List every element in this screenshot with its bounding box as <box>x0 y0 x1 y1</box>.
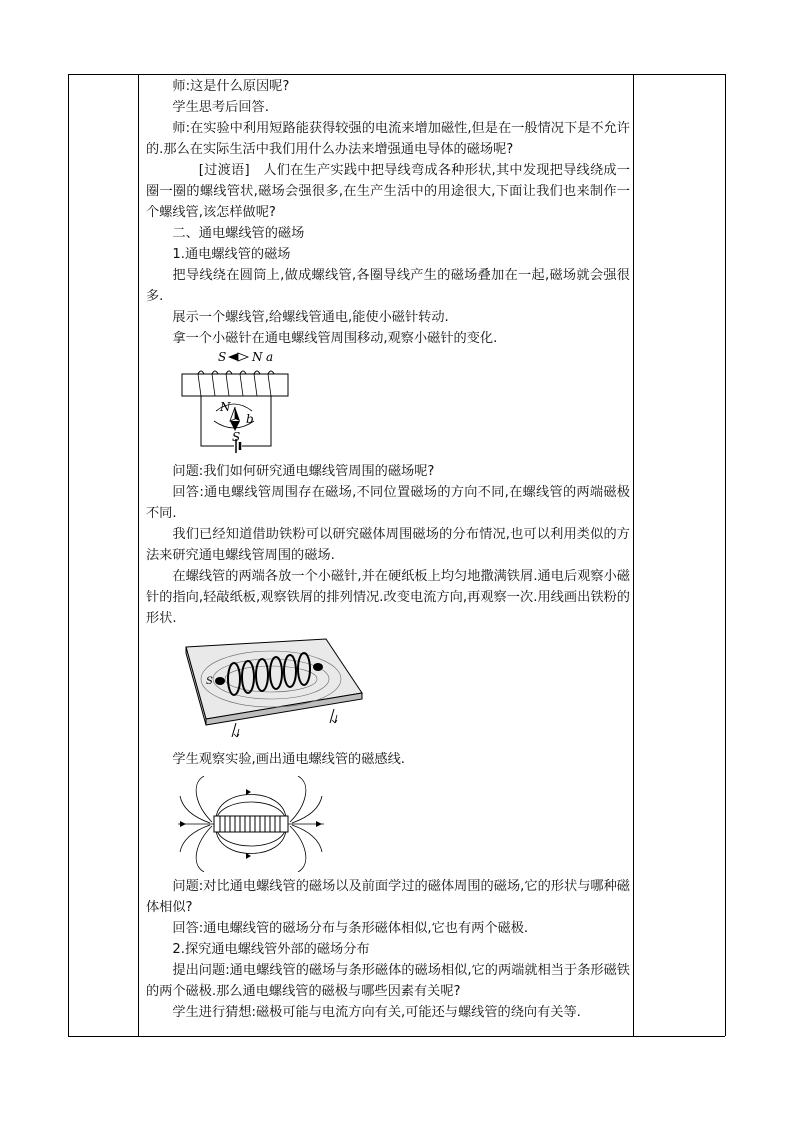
solenoid-compass-figure <box>180 349 630 461</box>
table-border-bottom <box>68 1036 725 1037</box>
table-border-top <box>68 74 725 75</box>
subsection-heading: 2.探究通电螺线管外部的磁场分布 <box>172 942 370 957</box>
compass-needle-top-light <box>238 353 248 361</box>
label-top-s: S <box>218 350 227 364</box>
text-line: 学生思考后回答. <box>172 100 269 115</box>
subsection-heading: 1.通电螺线管的磁场 <box>172 247 291 262</box>
text-line: 在螺线管的两端各放一个小磁针,并在硬纸板上均匀地撒满铁屑.通电后观察小磁针的指向,轻敲纸板,观察铁屑的排列情况.改变电流方向,再观察一次.用线画出铁粉的形状. <box>146 569 630 626</box>
answer-line: 回答:通电螺线管的磁场分布与条形磁体相似,它也有两个磁极. <box>172 921 529 936</box>
iron-filings-board-figure <box>176 637 630 749</box>
pole-label: S <box>206 676 213 687</box>
compass-needle-top-dark <box>228 353 238 361</box>
transition-paragraph: [过渡语] 人们在生产实践中把导线弯成各种形状,其中发现把导线绕成一圈一圈的螺线管状,磁场会强很多,在生产生活中的用途很大,下面让我们也来制作一个螺线管,该怎样做呢? <box>146 163 630 220</box>
section-heading: 二、通电螺线管的磁场 <box>172 226 305 241</box>
label-inner-s: S <box>232 430 241 444</box>
text-line: 我们已经知道借助铁粉可以研究磁体周围磁场的分布情况,也可以利用类似的方法来研究通电螺线管周围的磁场. <box>146 527 630 563</box>
compass-needle-mid-light <box>230 407 235 421</box>
compass-left <box>215 677 225 685</box>
text-line: 拿一个小磁针在通电螺线管周围移动,观察小磁针的变化. <box>172 331 498 346</box>
label-inner-b: b <box>246 412 254 426</box>
solenoid-tube <box>182 374 288 396</box>
current-arrow-left <box>234 729 239 737</box>
table-border-left <box>68 74 69 1036</box>
text-line: 提出问题:通电螺线管的磁场与条形磁体的磁场相似,它的两端就相当于条形磁铁的两个磁极.那么通电螺线管的磁极与哪些因素有关呢? <box>146 963 630 999</box>
solenoid-field-lines-figure <box>176 776 630 876</box>
current-arrow-right <box>332 715 337 723</box>
text-line: 学生观察实验,画出通电螺线管的磁感线. <box>172 752 405 767</box>
lesson-content <box>146 76 630 1023</box>
text-line: 展示一个螺线管,给螺线管通电,能使小磁针转动. <box>172 310 449 325</box>
label-inner-n: N <box>220 400 231 414</box>
text-line: 学生进行猜想:磁极可能与电流方向有关,可能还与螺线管的绕向有关等. <box>172 1005 581 1020</box>
label-top-n: N <box>252 350 263 364</box>
table-border-right <box>725 74 726 1036</box>
answer-line: 回答:通电螺线管周围存在磁场,不同位置磁场的方向不同,在螺线管的两端磁极不同. <box>146 485 630 521</box>
text-line: 把导线绕在圆筒上,做成螺线管,各圈导线产生的磁场叠加在一起,磁场就会强很多. <box>146 268 630 304</box>
compass-needle-mid-dark <box>235 407 240 421</box>
table-divider-1 <box>138 74 139 1036</box>
text-line: 师:在实验中利用短路能获得较强的电流来增加磁性,但是在一般情况下是不允许的.那么在实际生活中我们用什么办法来增强通电导体的磁场呢? <box>146 121 630 157</box>
question-line: 问题:我们如何研究通电螺线管周围的磁场呢? <box>172 464 435 479</box>
label-top-a: a <box>266 350 274 364</box>
text-line: 师:这是什么原因呢? <box>172 79 290 94</box>
table-divider-2 <box>633 74 634 1036</box>
compass-right <box>313 663 323 671</box>
question-line: 问题:对比通电螺线管的磁场以及前面学过的磁体周围的磁场,它的形状与哪种磁体相似? <box>146 879 630 915</box>
